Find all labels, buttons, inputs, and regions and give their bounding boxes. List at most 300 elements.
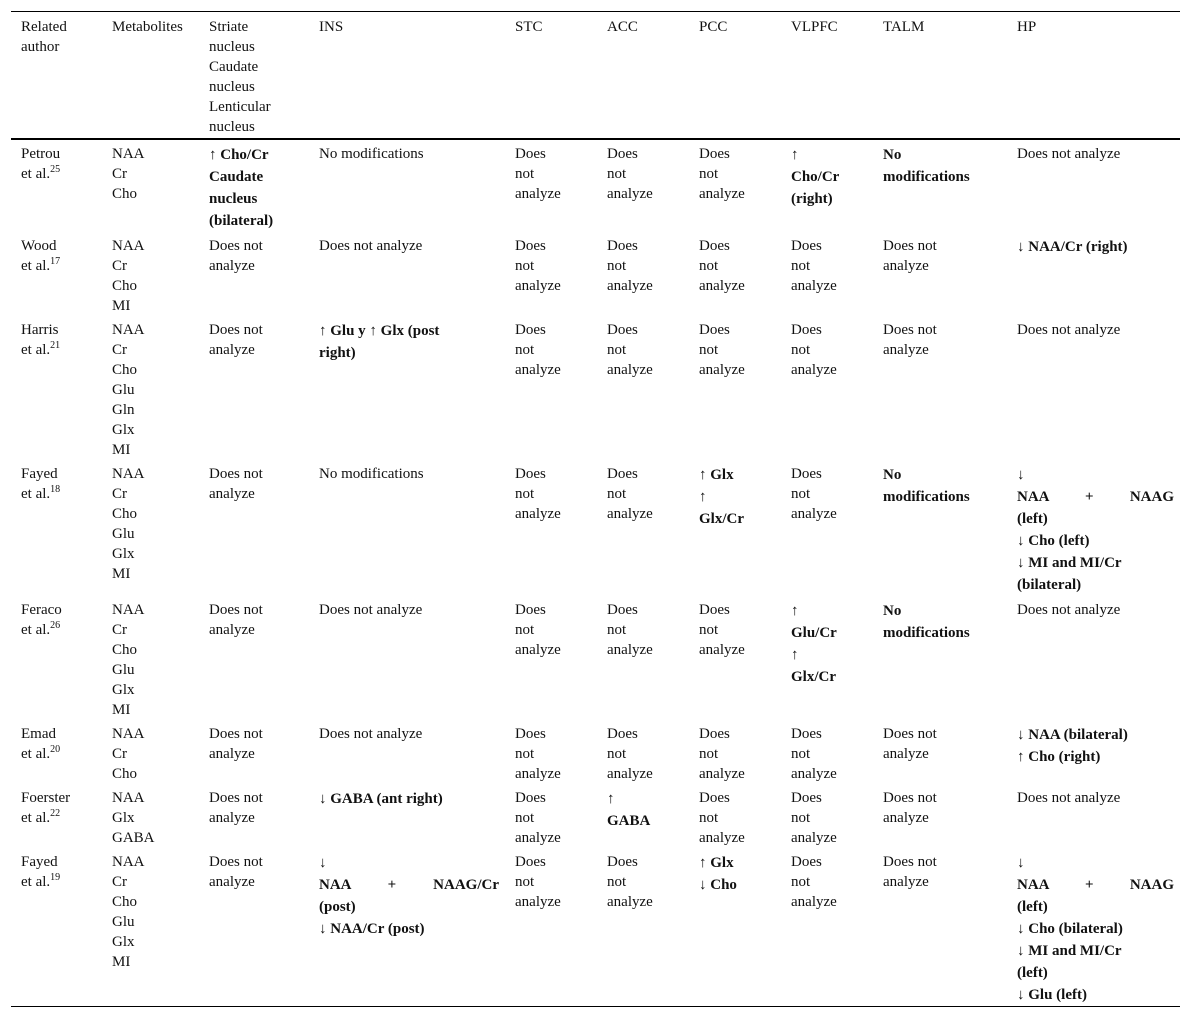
acc-line: analyze xyxy=(607,506,653,522)
hp-cell xyxy=(1007,848,1180,1007)
ins-cell xyxy=(309,232,505,316)
acc-cell xyxy=(597,460,689,596)
metabolites-cell xyxy=(102,139,199,232)
hp-line: ↓ NAA/Cr (right) xyxy=(1017,239,1128,255)
striate-line: Does not xyxy=(209,854,263,870)
author-cell xyxy=(11,720,102,784)
vlpfc-cell xyxy=(781,720,873,784)
reference-number: 20 xyxy=(50,744,61,755)
ins-cell xyxy=(309,720,505,784)
reference-number: 19 xyxy=(50,872,61,883)
pcc-line: Does xyxy=(699,602,730,618)
stc-line: analyze xyxy=(515,506,561,522)
header-talm: TALM xyxy=(883,19,925,35)
stc-line: not xyxy=(515,166,535,182)
hp-line: Does not analyze xyxy=(1017,602,1121,618)
stc-line: Does xyxy=(515,466,546,482)
pcc-line: not xyxy=(699,342,719,358)
pcc-cell xyxy=(689,232,781,316)
etal-text: et al. xyxy=(21,874,51,890)
pcc-line: not xyxy=(699,166,719,182)
author-name: Feraco xyxy=(21,602,62,618)
stc-line: Does xyxy=(515,790,546,806)
pcc-line: analyze xyxy=(699,766,745,782)
talm-line: analyze xyxy=(883,258,929,274)
talm-line: No xyxy=(883,603,902,619)
striate-line: (bilateral) xyxy=(209,213,274,229)
pcc-cell xyxy=(689,848,781,1007)
ins-cell xyxy=(309,316,505,460)
stc-line: analyze xyxy=(515,186,561,202)
acc-line: not xyxy=(607,622,627,638)
acc-line: not xyxy=(607,342,627,358)
vlpfc-line: not xyxy=(791,874,811,890)
metabolites-findings-table xyxy=(11,11,1180,1007)
striate-line: analyze xyxy=(209,486,255,502)
metabolites-line: Glx xyxy=(112,546,135,562)
hp-line: Does not analyze xyxy=(1017,146,1121,162)
ins-line: (post) xyxy=(319,899,356,915)
author-cell xyxy=(11,232,102,316)
header-stc: STC xyxy=(515,19,543,35)
acc-line: Does xyxy=(607,146,638,162)
metabolites-line: NAA xyxy=(112,238,145,254)
stc-line: not xyxy=(515,342,535,358)
metabolites-line: Cr xyxy=(112,486,127,502)
vlpfc-line: Cho/Cr xyxy=(791,169,840,185)
metabolites-line: Cho xyxy=(112,642,138,658)
vlpfc-cell xyxy=(781,596,873,720)
header-pcc: PCC xyxy=(699,19,728,35)
etal-text: et al. xyxy=(21,622,51,638)
table-row xyxy=(11,316,1180,460)
stc-line: not xyxy=(515,746,535,762)
acc-line: not xyxy=(607,486,627,502)
acc-line: Does xyxy=(607,854,638,870)
metabolites-line: Glx xyxy=(112,934,135,950)
metabolites-cell xyxy=(102,784,199,848)
striate-line: Caudate xyxy=(209,169,264,185)
vlpfc-line: ↑ xyxy=(791,603,799,619)
pcc-line: not xyxy=(699,258,719,274)
reference-number: 26 xyxy=(50,620,61,631)
acc-cell xyxy=(597,848,689,1007)
metabolites-line: Cr xyxy=(112,342,127,358)
author-cell xyxy=(11,596,102,720)
striate-line: analyze xyxy=(209,622,255,638)
striate-line: Does not xyxy=(209,238,263,254)
ins-line: ↑ Glu y ↑ Glx (post xyxy=(319,323,440,339)
metabolites-line: Glu xyxy=(112,382,135,398)
striate-line: Does not xyxy=(209,466,263,482)
talm-line: modifications xyxy=(883,489,970,505)
etal-text: et al. xyxy=(21,810,51,826)
vlpfc-line: analyze xyxy=(791,278,837,294)
header-ins: INS xyxy=(319,19,344,35)
vlpfc-line: Does xyxy=(791,238,822,254)
hp-cell xyxy=(1007,784,1180,848)
metabolites-line: Cho xyxy=(112,766,138,782)
striate-line: Does not xyxy=(209,790,263,806)
hp-cell xyxy=(1007,139,1180,232)
metabolites-line: Glu xyxy=(112,526,135,542)
stc-line: Does xyxy=(515,726,546,742)
vlpfc-cell xyxy=(781,316,873,460)
acc-line: Does xyxy=(607,322,638,338)
metabolites-line: Glx xyxy=(112,422,135,438)
stc-cell xyxy=(505,720,597,784)
pcc-line: analyze xyxy=(699,830,745,846)
striate-cell xyxy=(199,848,309,1007)
vlpfc-cell xyxy=(781,139,873,232)
stc-cell xyxy=(505,848,597,1007)
hp-line: Does not analyze xyxy=(1017,790,1121,806)
acc-line: analyze xyxy=(607,894,653,910)
pcc-line: not xyxy=(699,622,719,638)
acc-cell xyxy=(597,784,689,848)
vlpfc-line: Does xyxy=(791,322,822,338)
ins-line: ↓ GABA (ant right) xyxy=(319,791,443,807)
table-row xyxy=(11,460,1180,596)
author-etal xyxy=(21,256,96,276)
ins-line: No modifications xyxy=(319,466,424,482)
hp-line: Does not analyze xyxy=(1017,322,1121,338)
acc-line: GABA xyxy=(607,813,651,829)
stc-line: analyze xyxy=(515,642,561,658)
talm-cell xyxy=(873,720,1007,784)
author-cell xyxy=(11,316,102,460)
stc-cell xyxy=(505,316,597,460)
vlpfc-line: Does xyxy=(791,466,822,482)
talm-cell xyxy=(873,139,1007,232)
vlpfc-cell xyxy=(781,784,873,848)
acc-cell xyxy=(597,232,689,316)
acc-line: Does xyxy=(607,238,638,254)
table-row xyxy=(11,720,1180,784)
pcc-line: Does xyxy=(699,726,730,742)
hp-line: ↓ xyxy=(1017,467,1025,483)
talm-line: Does not xyxy=(883,726,937,742)
stc-line: Does xyxy=(515,322,546,338)
striate-cell xyxy=(199,460,309,596)
hp-line: ↓ Cho (bilateral) xyxy=(1017,921,1123,937)
metabolites-line: Cr xyxy=(112,622,127,638)
metabolites-line: NAA xyxy=(112,790,145,806)
author-etal xyxy=(21,744,96,764)
stc-line: analyze xyxy=(515,766,561,782)
metabolites-line: NAA xyxy=(112,726,145,742)
author-etal xyxy=(21,164,96,184)
header-hp: HP xyxy=(1017,19,1037,35)
ins-line: right) xyxy=(319,345,356,361)
metabolites-cell xyxy=(102,316,199,460)
vlpfc-line: analyze xyxy=(791,506,837,522)
pcc-line: analyze xyxy=(699,278,745,294)
striate-cell xyxy=(199,596,309,720)
reference-number: 22 xyxy=(50,808,61,819)
pcc-line: not xyxy=(699,746,719,762)
metabolites-cell xyxy=(102,848,199,1007)
ins-line: Does not analyze xyxy=(319,602,423,618)
striate-line: Does not xyxy=(209,602,263,618)
stc-line: Does xyxy=(515,602,546,618)
vlpfc-line: Does xyxy=(791,726,822,742)
table-body xyxy=(11,139,1180,1007)
striate-cell xyxy=(199,720,309,784)
stc-line: analyze xyxy=(515,362,561,378)
stc-cell xyxy=(505,784,597,848)
ins-line: Does not analyze xyxy=(319,238,423,254)
pcc-line: ↑ Glx xyxy=(699,855,734,871)
pcc-cell xyxy=(689,784,781,848)
pcc-line: ↑ Glx xyxy=(699,467,734,483)
stc-line: not xyxy=(515,874,535,890)
metabolites-line: MI xyxy=(112,702,131,718)
striate-line: Does not xyxy=(209,726,263,742)
pcc-line: analyze xyxy=(699,642,745,658)
reference-number: 17 xyxy=(50,256,61,267)
talm-cell xyxy=(873,596,1007,720)
stc-line: not xyxy=(515,622,535,638)
pcc-line: analyze xyxy=(699,186,745,202)
striate-cell xyxy=(199,232,309,316)
pcc-cell xyxy=(689,596,781,720)
acc-line: Does xyxy=(607,466,638,482)
hp-line: NAA + NAAG xyxy=(1017,877,1174,893)
stc-line: analyze xyxy=(515,278,561,294)
stc-line: not xyxy=(515,258,535,274)
author-cell xyxy=(11,784,102,848)
ins-cell xyxy=(309,596,505,720)
reference-number: 21 xyxy=(50,340,61,351)
metabolites-cell xyxy=(102,460,199,596)
stc-line: analyze xyxy=(515,830,561,846)
header-row xyxy=(11,12,1180,140)
etal-text: et al. xyxy=(21,746,51,762)
acc-line: analyze xyxy=(607,278,653,294)
acc-cell xyxy=(597,316,689,460)
hp-line: (left) xyxy=(1017,511,1048,527)
hp-line: (bilateral) xyxy=(1017,577,1082,593)
talm-line: modifications xyxy=(883,169,970,185)
hp-line: ↓ Glu (left) xyxy=(1017,987,1087,1003)
acc-cell xyxy=(597,596,689,720)
hp-line: ↓ Cho (left) xyxy=(1017,533,1090,549)
author-name: Fayed xyxy=(21,854,58,870)
vlpfc-line: analyze xyxy=(791,766,837,782)
talm-line: analyze xyxy=(883,746,929,762)
hp-line: NAA + NAAG xyxy=(1017,489,1174,505)
stc-cell xyxy=(505,460,597,596)
striate-line: analyze xyxy=(209,746,255,762)
striate-line: Does not xyxy=(209,322,263,338)
ins-line: ↓ xyxy=(319,855,327,871)
metabolites-line: Cr xyxy=(112,258,127,274)
author-cell xyxy=(11,848,102,1007)
pcc-cell xyxy=(689,720,781,784)
talm-cell xyxy=(873,460,1007,596)
striate-line: analyze xyxy=(209,874,255,890)
talm-cell xyxy=(873,848,1007,1007)
table-row xyxy=(11,784,1180,848)
metabolites-line: Gln xyxy=(112,402,135,418)
vlpfc-line: not xyxy=(791,342,811,358)
stc-line: analyze xyxy=(515,894,561,910)
striate-line: nucleus xyxy=(209,191,258,207)
stc-cell xyxy=(505,232,597,316)
table-row xyxy=(11,232,1180,316)
vlpfc-cell xyxy=(781,460,873,596)
vlpfc-cell xyxy=(781,848,873,1007)
acc-line: Does xyxy=(607,726,638,742)
metabolites-line: Glx xyxy=(112,810,135,826)
stc-line: Does xyxy=(515,238,546,254)
vlpfc-line: ↑ xyxy=(791,147,799,163)
author-etal xyxy=(21,340,96,360)
metabolites-line: Glu xyxy=(112,914,135,930)
metabolites-cell xyxy=(102,596,199,720)
talm-line: Does not xyxy=(883,854,937,870)
vlpfc-line: Does xyxy=(791,790,822,806)
author-cell xyxy=(11,139,102,232)
hp-line: ↓ MI and MI/Cr xyxy=(1017,555,1122,571)
stc-cell xyxy=(505,139,597,232)
striate-line: ↑ Cho/Cr xyxy=(209,147,269,163)
hp-cell xyxy=(1007,720,1180,784)
acc-line: analyze xyxy=(607,186,653,202)
talm-line: analyze xyxy=(883,810,929,826)
metabolites-line: Cho xyxy=(112,894,138,910)
pcc-line: ↑ xyxy=(699,489,707,505)
header-author: Related author xyxy=(21,19,67,55)
vlpfc-line: not xyxy=(791,810,811,826)
talm-line: Does not xyxy=(883,238,937,254)
striate-line: analyze xyxy=(209,258,255,274)
ins-cell xyxy=(309,784,505,848)
pcc-line: analyze xyxy=(699,362,745,378)
author-name: Harris xyxy=(21,322,59,338)
metabolites-line: NAA xyxy=(112,854,145,870)
acc-line: analyze xyxy=(607,642,653,658)
acc-cell xyxy=(597,139,689,232)
metabolites-line: MI xyxy=(112,298,131,314)
metabolites-line: MI xyxy=(112,442,131,458)
acc-line: not xyxy=(607,874,627,890)
author-etal xyxy=(21,808,96,828)
metabolites-line: MI xyxy=(112,954,131,970)
etal-text: et al. xyxy=(21,258,51,274)
pcc-cell xyxy=(689,139,781,232)
talm-cell xyxy=(873,784,1007,848)
etal-text: et al. xyxy=(21,342,51,358)
author-cell xyxy=(11,460,102,596)
vlpfc-line: ↑ xyxy=(791,647,799,663)
vlpfc-line: analyze xyxy=(791,894,837,910)
reference-number: 25 xyxy=(50,164,61,175)
hp-line: (left) xyxy=(1017,965,1048,981)
header-striate: Striate nucleus Caudate nucleus Lenticular nucleus xyxy=(209,19,271,135)
hp-line: (left) xyxy=(1017,899,1048,915)
vlpfc-line: not xyxy=(791,746,811,762)
pcc-line: Glx/Cr xyxy=(699,511,744,527)
metabolites-line: Glu xyxy=(112,662,135,678)
vlpfc-line: not xyxy=(791,486,811,502)
ins-cell xyxy=(309,848,505,1007)
stc-line: not xyxy=(515,810,535,826)
acc-line: not xyxy=(607,166,627,182)
acc-line: not xyxy=(607,258,627,274)
author-name: Petrou xyxy=(21,146,61,162)
metabolites-line: Cho xyxy=(112,186,138,202)
hp-line: ↑ Cho (right) xyxy=(1017,749,1101,765)
talm-line: modifications xyxy=(883,625,970,641)
vlpfc-line: Glx/Cr xyxy=(791,669,836,685)
author-name: Emad xyxy=(21,726,56,742)
metabolites-line: Cr xyxy=(112,746,127,762)
ins-cell xyxy=(309,460,505,596)
author-etal xyxy=(21,484,96,504)
metabolites-line: Cr xyxy=(112,874,127,890)
talm-cell xyxy=(873,232,1007,316)
ins-line: NAA + NAAG/Cr xyxy=(319,877,499,893)
ins-line: Does not analyze xyxy=(319,726,423,742)
ins-cell xyxy=(309,139,505,232)
talm-line: analyze xyxy=(883,342,929,358)
metabolites-line: Cho xyxy=(112,506,138,522)
reference-number: 18 xyxy=(50,484,61,495)
ins-line: No modifications xyxy=(319,146,424,162)
pcc-cell xyxy=(689,316,781,460)
metabolites-line: Cr xyxy=(112,166,127,182)
acc-line: Does xyxy=(607,602,638,618)
pcc-line: Does xyxy=(699,322,730,338)
acc-line: ↑ xyxy=(607,791,615,807)
table-row xyxy=(11,596,1180,720)
author-etal xyxy=(21,872,96,892)
metabolites-line: NAA xyxy=(112,466,145,482)
vlpfc-line: Does xyxy=(791,854,822,870)
vlpfc-line: (right) xyxy=(791,191,833,207)
talm-line: No xyxy=(883,467,902,483)
pcc-cell xyxy=(689,460,781,596)
striate-line: analyze xyxy=(209,342,255,358)
hp-line: ↓ MI and MI/Cr xyxy=(1017,943,1122,959)
author-etal xyxy=(21,620,96,640)
acc-line: not xyxy=(607,746,627,762)
metabolites-line: Cho xyxy=(112,362,138,378)
header-vlpfc: VLPFC xyxy=(791,19,838,35)
hp-cell xyxy=(1007,316,1180,460)
hp-cell xyxy=(1007,460,1180,596)
table-row xyxy=(11,139,1180,232)
pcc-line: not xyxy=(699,810,719,826)
hp-cell xyxy=(1007,232,1180,316)
metabolites-cell xyxy=(102,720,199,784)
stc-line: not xyxy=(515,486,535,502)
pcc-line: ↓ Cho xyxy=(699,877,737,893)
vlpfc-line: analyze xyxy=(791,830,837,846)
vlpfc-line: not xyxy=(791,258,811,274)
pcc-line: Does xyxy=(699,238,730,254)
talm-line: analyze xyxy=(883,874,929,890)
table-row xyxy=(11,848,1180,1007)
striate-line: analyze xyxy=(209,810,255,826)
acc-line: analyze xyxy=(607,362,653,378)
vlpfc-line: Glu/Cr xyxy=(791,625,837,641)
stc-line: Does xyxy=(515,854,546,870)
author-name: Wood xyxy=(21,238,57,254)
hp-line: ↓ NAA (bilateral) xyxy=(1017,727,1128,743)
